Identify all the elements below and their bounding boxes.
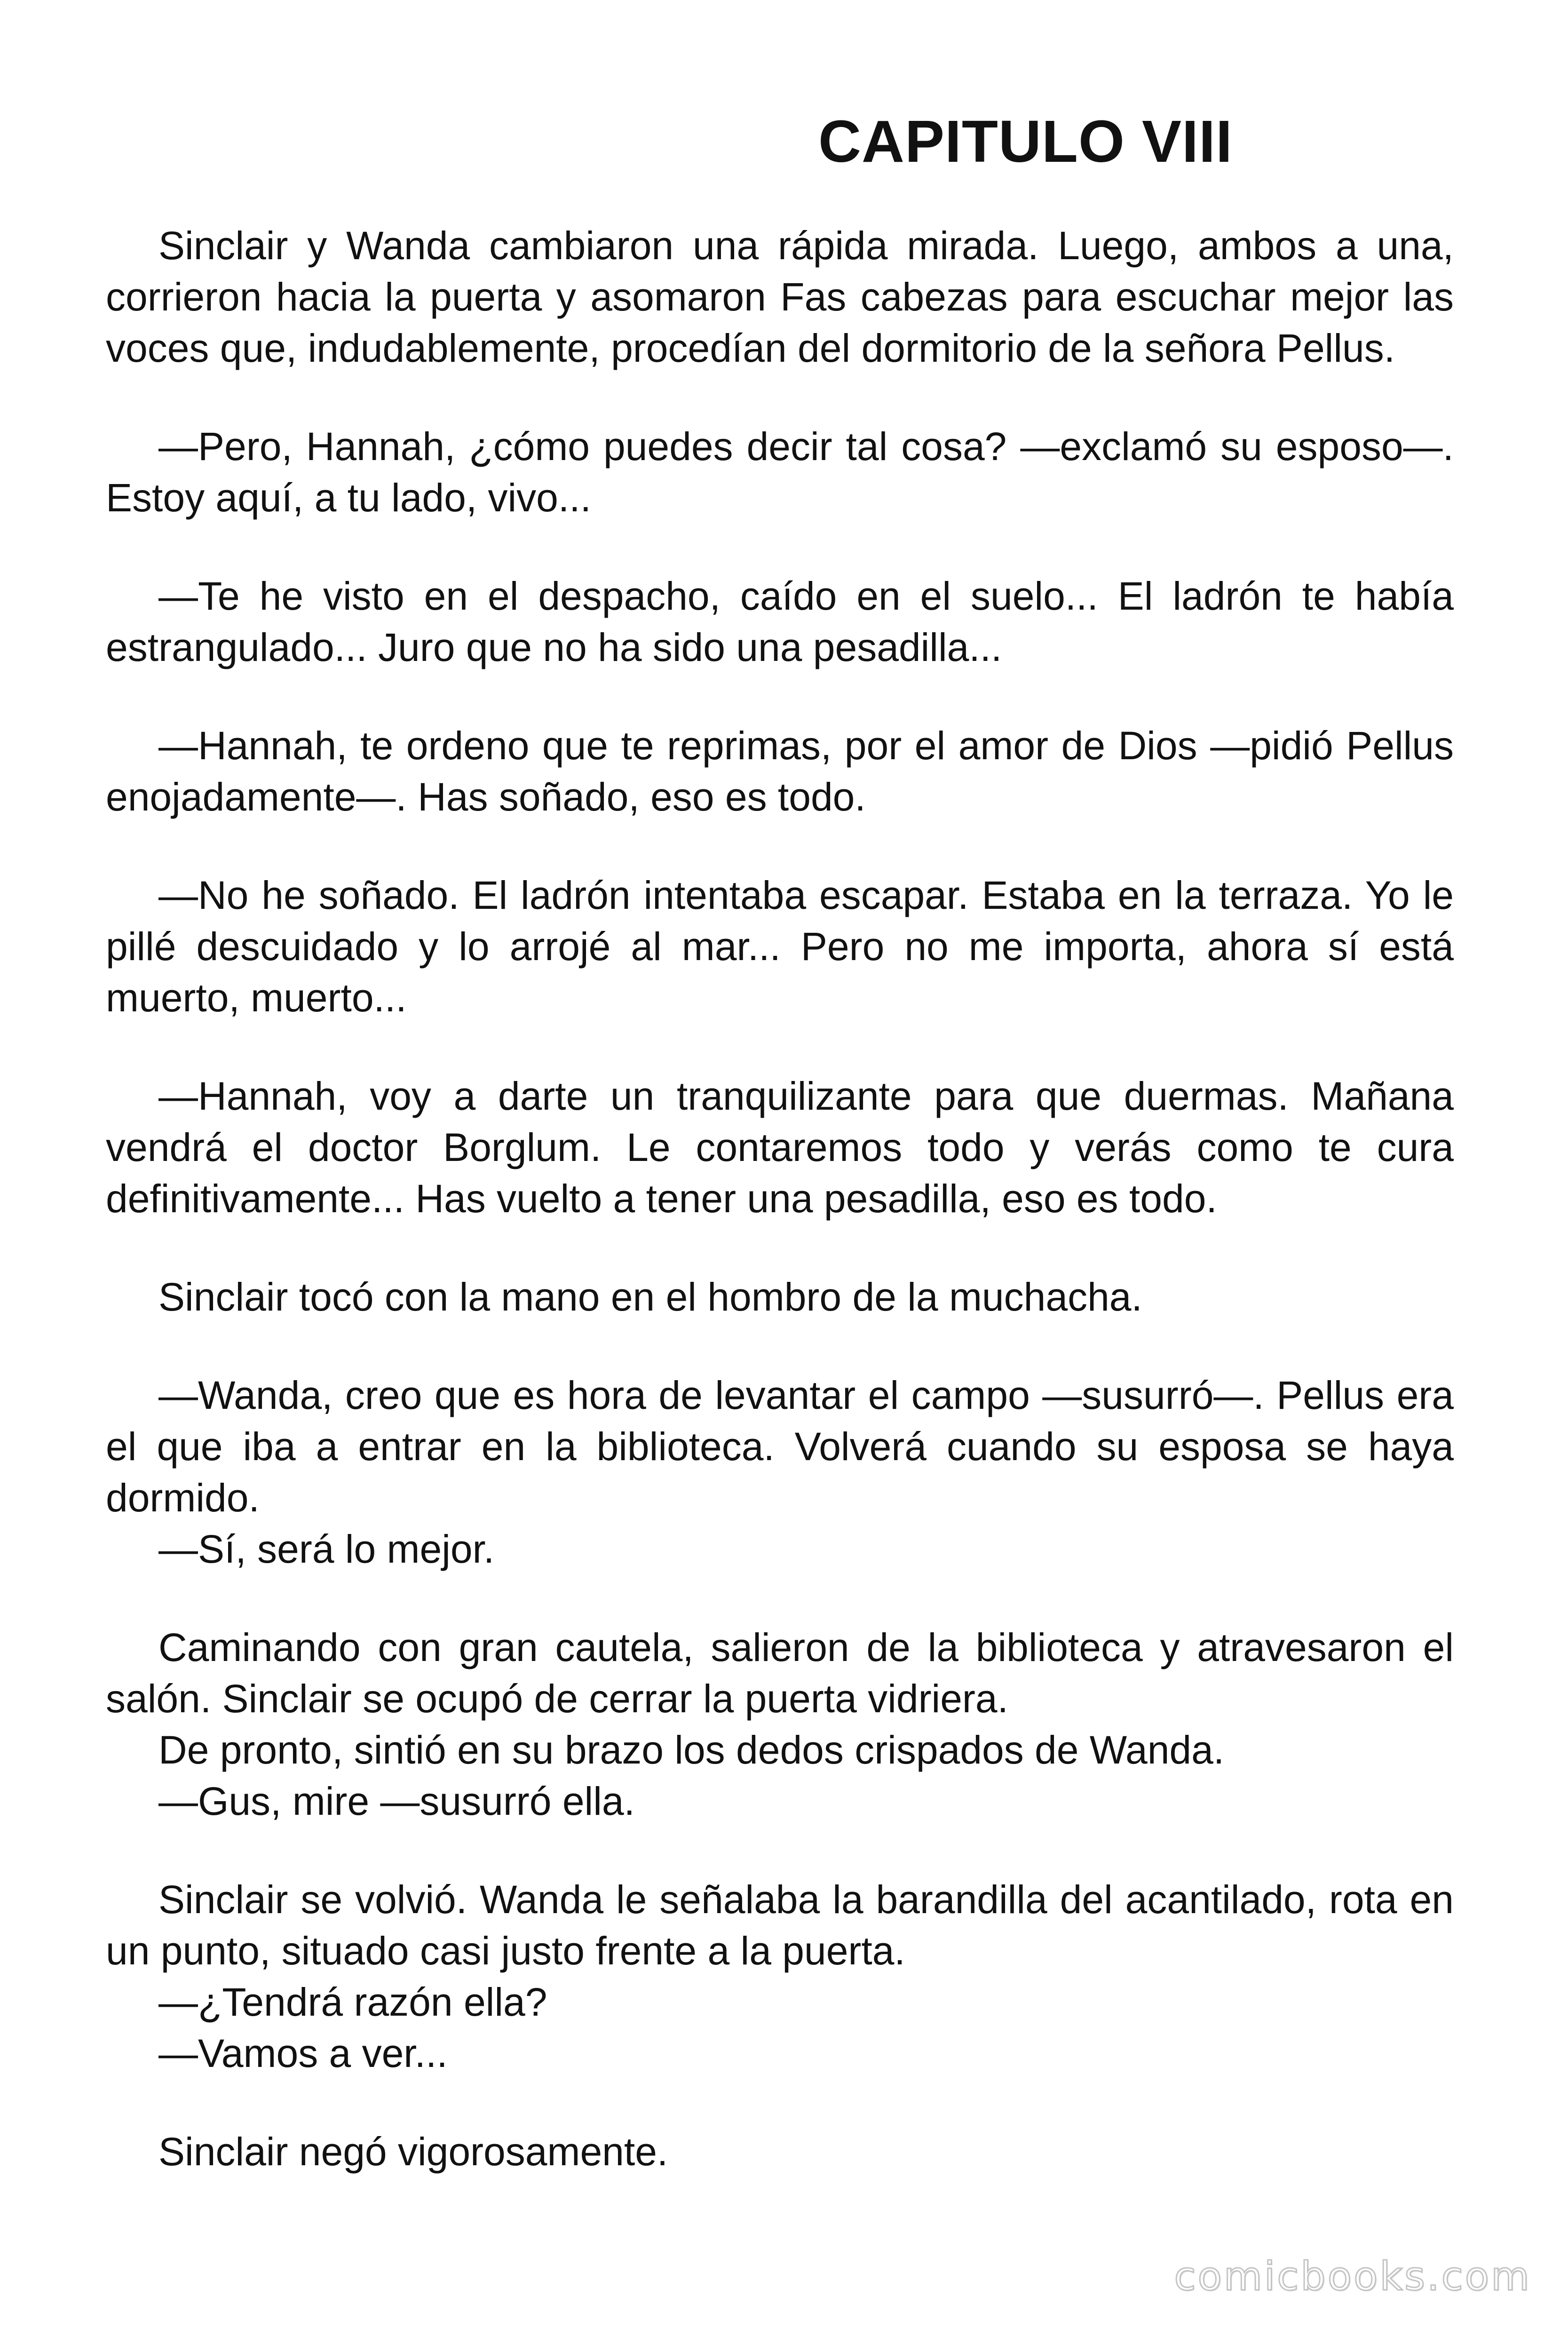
paragraph: Sinclair se volvió. Wanda le señalaba la barandilla del acantilado, rota en un punto, situado casi justo frente a la puerta.	[106, 1877, 1454, 1973]
paragraph: Sinclair negó vigorosamente.	[158, 2130, 668, 2174]
paragraph: —Sí, será lo mejor.	[158, 1527, 495, 1571]
watermark: comicbooks.com	[1174, 2253, 1531, 2299]
paragraph: —No he soñado. El ladrón intentaba escapar. Estaba en la terraza. Yo le pillé descuidado y lo arrojé al mar... Pero no me importa, ahora sí está muerto, muerto...	[106, 873, 1454, 1020]
paragraph: —Gus, mire —susurró ella.	[158, 1779, 635, 1823]
chapter-text	[106, 220, 1454, 2177]
paragraph: De pronto, sintió en su brazo los dedos crispados de Wanda.	[158, 1728, 1225, 1772]
paragraph: —Hannah, te ordeno que te reprimas, por el amor de Dios —pidió Pellus enojadamente—. Has soñado, eso es todo.	[106, 723, 1454, 819]
paragraph: —Pero, Hannah, ¿cómo puedes decir tal cosa? —exclamó su esposo—. Estoy aquí, a tu lado, vivo...	[106, 424, 1454, 520]
paragraph: Caminando con gran cautela, salieron de la biblioteca y atravesaron el salón. Sinclair se ocupó de cerrar la puerta vidriera.	[106, 1625, 1454, 1721]
paragraph: —Hannah, voy a darte un tranquilizante para que duermas. Mañana vendrá el doctor Borglum. Le contaremos todo y verás como te cura definitivamente... Has vuelto a tener una pesadilla, eso es todo.	[106, 1074, 1454, 1221]
paragraph: Sinclair y Wanda cambiaron una rápida mirada. Luego, ambos a una, corrieron hacia la puerta y asomaron Fas cabezas para escuchar mejor las voces que, indudablemente, procedían del dormitorio de la señora Pellus.	[106, 223, 1454, 370]
paragraph: —Wanda, creo que es hora de levantar el campo —susurró—. Pellus era el que iba a entrar en la biblioteca. Volverá cuando su esposa se haya dormido.	[106, 1373, 1454, 1520]
paragraph: —Vamos a ver...	[158, 2031, 448, 2075]
paragraph: —¿Tendrá razón ella?	[158, 1980, 547, 2024]
paragraph: Sinclair tocó con la mano en el hombro de la muchacha.	[158, 1275, 1142, 1319]
chapter-title: CAPITULO VIII	[818, 108, 1233, 175]
paragraph: —Te he visto en el despacho, caído en el suelo... El ladrón te había estrangulado... Juro que no ha sido una pesadilla...	[106, 574, 1454, 669]
